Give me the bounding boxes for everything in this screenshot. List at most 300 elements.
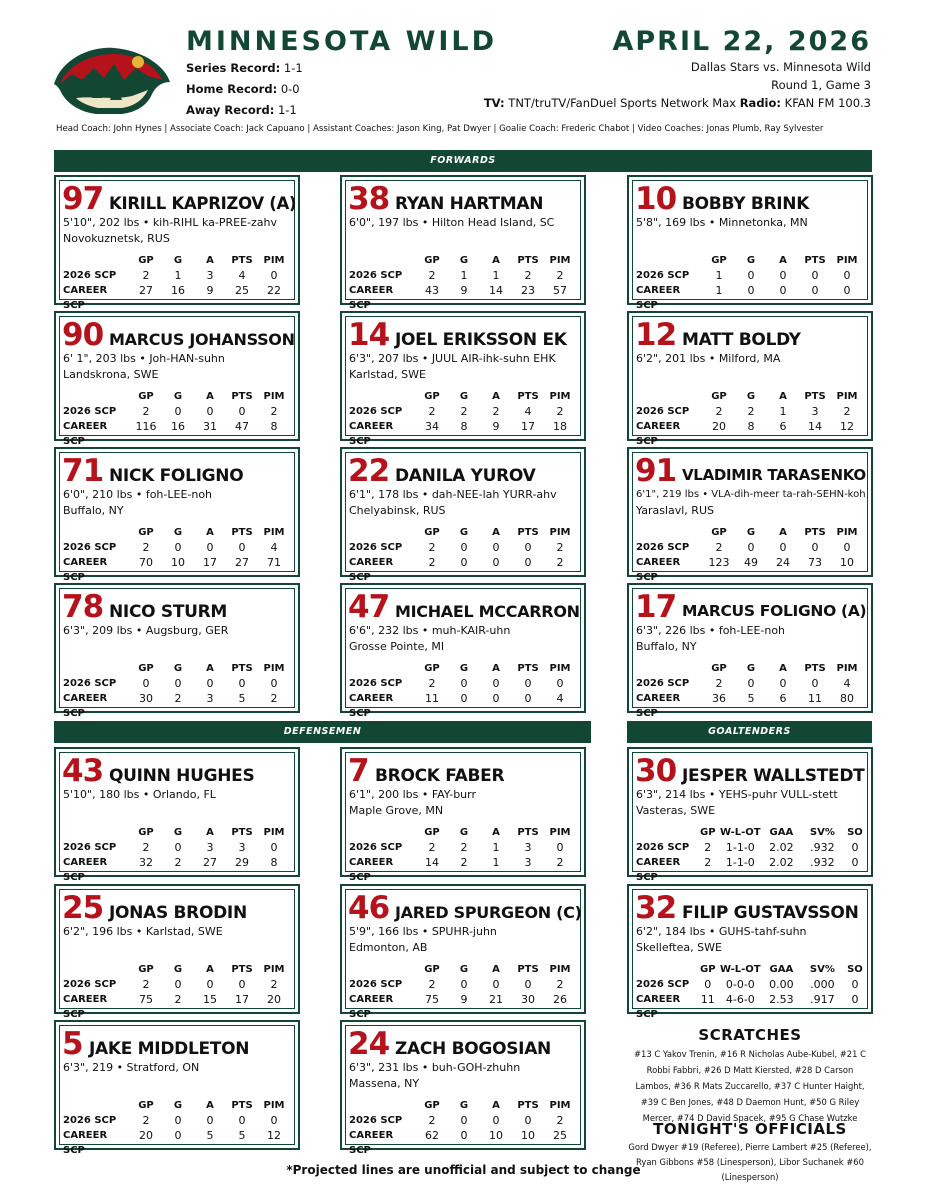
stats-table <box>346 253 580 311</box>
stat-header-g: G <box>173 1100 183 1111</box>
stat-header-a: A <box>492 964 500 975</box>
stat-header-a: A <box>492 663 500 674</box>
stat-value: 3 <box>811 405 819 418</box>
card-inner <box>345 316 581 447</box>
stats-row-career <box>60 1128 294 1156</box>
stats-table <box>346 525 580 583</box>
stats-row-label: CAREER SCP <box>63 421 108 447</box>
stat-value: 11 <box>425 692 439 705</box>
stat-value: 2 <box>270 978 278 991</box>
stats-row-season <box>346 540 580 555</box>
stats-table <box>633 661 867 719</box>
stat-value: 75 <box>139 993 153 1006</box>
player-number: 38 <box>348 181 390 217</box>
stat-value: 2 <box>556 978 564 991</box>
stats-table <box>633 253 867 311</box>
player-info <box>349 924 497 956</box>
stats-row-season <box>60 977 294 992</box>
stat-value: 2 <box>428 841 436 854</box>
game-date: APRIL 22, 2026 <box>612 26 871 57</box>
stat-header-g: G <box>173 964 183 975</box>
stat-value: 57 <box>553 284 567 297</box>
stats-row-label: CAREER SCP <box>63 857 108 883</box>
player-number: 78 <box>62 589 104 625</box>
player-bio: 5'10", 202 lbs • kih-RIHL ka-PREE-zahv <box>63 216 277 229</box>
player-info <box>636 215 808 231</box>
stats-row-season <box>346 404 580 419</box>
stat-value: 20 <box>139 1129 153 1142</box>
stat-header-pts: PTS <box>804 255 826 266</box>
stat-value: 0 <box>704 978 712 991</box>
player-card <box>340 583 586 719</box>
stat-value: 0 <box>779 269 787 282</box>
player-name: DANILA YUROV <box>395 466 536 486</box>
player-name: JOEL ERIKSSON EK <box>395 330 567 350</box>
stats-header-spacer <box>60 389 130 404</box>
stats-row-label: 2026 SCP <box>636 842 690 853</box>
stat-header-gp: GP <box>424 1100 440 1111</box>
stats-row-label: 2026 SCP <box>349 842 403 853</box>
stat-value: 5 <box>206 1129 214 1142</box>
card-inner <box>59 316 295 447</box>
stat-header-pts: PTS <box>517 964 539 975</box>
stat-value: 0 <box>779 284 787 297</box>
stat-value: 0 <box>524 556 532 569</box>
stats-header-row <box>346 1098 580 1113</box>
stats-row-career <box>60 555 294 583</box>
stats-row-career <box>633 855 867 883</box>
player-info <box>349 623 510 655</box>
away-record: Away Record: 1-1 <box>186 103 297 117</box>
player-bio: 5'8", 169 lbs • Minnetonka, MN <box>636 216 808 229</box>
card-inner <box>59 889 295 1020</box>
player-hometown: Karlstad, SWE <box>349 368 426 381</box>
stat-value: 0 <box>238 1114 246 1127</box>
stats-table <box>633 389 867 447</box>
stat-value: 0 <box>174 541 182 554</box>
stats-row-career <box>60 419 294 447</box>
stats-row-season <box>633 840 867 855</box>
stats-header-row <box>633 253 867 268</box>
player-number: 46 <box>348 890 390 926</box>
stat-header-g: G <box>459 964 469 975</box>
stat-value: 34 <box>425 420 439 433</box>
stat-value: 24 <box>776 556 790 569</box>
stat-value: 2 <box>270 692 278 705</box>
stat-value: 31 <box>203 420 217 433</box>
stat-header-g: G <box>459 663 469 674</box>
stat-value: 0 <box>492 541 500 554</box>
stat-value: 0 <box>238 978 246 991</box>
stat-header-a: A <box>779 255 787 266</box>
stat-header-pts: PTS <box>231 964 253 975</box>
stat-value: 2 <box>843 405 851 418</box>
officials-title: TONIGHT'S OFFICIALS <box>653 1120 847 1138</box>
stat-header-pim: PIM <box>549 255 571 266</box>
player-bio: 6'2", 201 lbs • Milford, MA <box>636 352 781 365</box>
stat-value: 4-6-0 <box>725 993 755 1006</box>
player-info <box>636 351 780 367</box>
stat-header-gp: GP <box>711 391 727 402</box>
stat-header-g: G <box>746 255 756 266</box>
stat-header-gaa: GAA <box>769 827 794 838</box>
stat-value: 0 <box>174 978 182 991</box>
stats-row-label: CAREER SCP <box>636 421 681 447</box>
stat-header-pts: PTS <box>231 663 253 674</box>
stats-row-label: CAREER SCP <box>636 693 681 719</box>
stat-value: 6 <box>779 420 787 433</box>
stat-header-gp: GP <box>138 391 154 402</box>
stat-value: 2 <box>460 405 468 418</box>
stat-value: 116 <box>135 420 157 433</box>
player-card <box>54 175 300 311</box>
stat-header-g: G <box>459 391 469 402</box>
stat-value: 62 <box>425 1129 439 1142</box>
stat-value: 3 <box>206 269 214 282</box>
stat-value: 47 <box>235 420 249 433</box>
stat-header-g: G <box>746 663 756 674</box>
player-name: MICHAEL MCCARRON <box>395 602 580 621</box>
stats-header-spacer <box>60 825 130 840</box>
player-bio: 6' 1", 203 lbs • Joh-HAN-suhn <box>63 352 225 365</box>
stats-row-season <box>633 540 867 555</box>
player-bio: 6'3", 214 lbs • YEHS-puhr VULL-stett <box>636 788 838 801</box>
stats-row-season <box>60 404 294 419</box>
stat-header-pim: PIM <box>263 255 285 266</box>
player-hometown: Maple Grove, MN <box>349 804 444 817</box>
stat-header-gp: GP <box>424 255 440 266</box>
card-inner <box>345 588 581 719</box>
stat-value: 123 <box>708 556 730 569</box>
stat-value: 2 <box>428 677 436 690</box>
stat-value: 2 <box>270 405 278 418</box>
player-bio: 6'1", 178 lbs • dah-NEE-lah YURR-ahv <box>349 488 557 501</box>
stat-value: 17 <box>521 420 535 433</box>
stat-value: 2 <box>747 405 755 418</box>
stats-header-row <box>346 525 580 540</box>
player-number: 30 <box>635 753 677 789</box>
stat-header-gp: GP <box>424 964 440 975</box>
stats-row-label: CAREER SCP <box>349 421 394 447</box>
stat-value: 1 <box>460 269 468 282</box>
player-name: JARED SPURGEON (C) <box>395 903 582 922</box>
stats-header-row <box>60 525 294 540</box>
stats-row-label: 2026 SCP <box>349 678 403 689</box>
stat-value: 1-1-0 <box>725 856 755 869</box>
stat-value: 1-1-0 <box>725 841 755 854</box>
stat-header-g: G <box>173 255 183 266</box>
stat-header-g: G <box>173 391 183 402</box>
stat-value: 2 <box>492 405 500 418</box>
stat-value: 3 <box>206 692 214 705</box>
stats-header-spacer <box>346 253 416 268</box>
player-bio: 6'2", 184 lbs • GUHS-tahf-suhn <box>636 925 807 938</box>
stat-header-gp: GP <box>138 527 154 538</box>
stat-value: 12 <box>267 1129 281 1142</box>
stat-value: 2 <box>715 405 723 418</box>
player-number: 43 <box>62 753 104 789</box>
stat-value: 8 <box>460 420 468 433</box>
stat-value: 3 <box>524 856 532 869</box>
stat-value: 0 <box>556 841 564 854</box>
stat-header-so: SO <box>847 827 863 838</box>
player-info <box>63 924 223 940</box>
player-number: 22 <box>348 453 390 489</box>
stat-value: 0 <box>811 677 819 690</box>
player-number: 7 <box>348 753 369 789</box>
stat-value: 2 <box>460 841 468 854</box>
card-inner <box>632 180 868 311</box>
stats-header-row <box>633 525 867 540</box>
card-inner <box>345 180 581 311</box>
stats-row-career <box>633 283 867 311</box>
stat-header-svp: SV% <box>809 964 835 975</box>
stats-header-row <box>346 389 580 404</box>
stat-value: 2 <box>142 1114 150 1127</box>
stat-header-a: A <box>492 827 500 838</box>
card-inner <box>632 588 868 719</box>
stat-value: 0 <box>779 541 787 554</box>
player-bio: 6'3", 231 lbs • buh-GOH-zhuhn <box>349 1061 521 1074</box>
card-inner <box>632 889 868 1020</box>
stats-header-spacer <box>346 1098 416 1113</box>
stat-value: 2 <box>174 993 182 1006</box>
stat-value: .932 <box>810 856 835 869</box>
stats-row-career <box>633 691 867 719</box>
stats-header-row <box>60 825 294 840</box>
stat-value: 27 <box>139 284 153 297</box>
player-number: 32 <box>635 890 677 926</box>
stat-header-pim: PIM <box>263 827 285 838</box>
stats-row-career <box>346 1128 580 1156</box>
player-number: 17 <box>635 589 677 625</box>
stat-header-pts: PTS <box>231 827 253 838</box>
player-name: JESPER WALLSTEDT <box>682 766 865 786</box>
stat-header-g: G <box>459 527 469 538</box>
stats-row-label: 2026 SCP <box>636 542 690 553</box>
stat-value: 0.00 <box>769 978 794 991</box>
stats-row-label: 2026 SCP <box>63 542 117 553</box>
stat-value: 80 <box>840 692 854 705</box>
stats-table <box>60 962 294 1020</box>
stat-value: 0 <box>492 1114 500 1127</box>
stat-value: 10 <box>521 1129 535 1142</box>
stats-row-label: CAREER SCP <box>63 285 108 311</box>
stat-value: 2 <box>556 541 564 554</box>
card-inner <box>632 752 868 883</box>
stat-value: 2 <box>704 856 712 869</box>
stats-header-spacer <box>346 525 416 540</box>
player-bio: 6'2", 196 lbs • Karlstad, SWE <box>63 925 223 938</box>
stats-row-season <box>346 840 580 855</box>
stats-row-label: CAREER SCP <box>63 1130 108 1156</box>
stats-row-label: 2026 SCP <box>636 678 690 689</box>
stat-header-a: A <box>206 964 214 975</box>
player-hometown: Novokuznetsk, RUS <box>63 232 170 245</box>
player-hometown: Chelyabinsk, RUS <box>349 504 446 517</box>
stat-value: 0 <box>174 1114 182 1127</box>
stat-value: 2 <box>556 856 564 869</box>
stat-value: 2 <box>428 541 436 554</box>
stat-value: 17 <box>203 556 217 569</box>
stat-value: 0 <box>492 677 500 690</box>
stat-value: .917 <box>810 993 835 1006</box>
matchup: Dallas Stars vs. Minnesota Wild <box>690 60 871 74</box>
stat-value: 3 <box>524 841 532 854</box>
round: Round 1, Game 3 <box>771 78 871 92</box>
stats-header-spacer <box>633 661 703 676</box>
stat-value: 0 <box>851 856 859 869</box>
stats-row-label: CAREER SCP <box>63 994 108 1020</box>
stat-value: 0 <box>270 1114 278 1127</box>
player-card <box>340 447 586 583</box>
stats-row-season <box>633 404 867 419</box>
team-name: MINNESOTA WILD <box>186 26 498 57</box>
stat-header-a: A <box>779 391 787 402</box>
player-hometown: Buffalo, NY <box>636 640 697 653</box>
stat-header-a: A <box>779 663 787 674</box>
stat-header-a: A <box>206 827 214 838</box>
stat-header-g: G <box>173 827 183 838</box>
stat-value: 0 <box>460 541 468 554</box>
stats-row-label: 2026 SCP <box>636 979 690 990</box>
card-inner <box>345 1025 581 1156</box>
player-card <box>340 1020 586 1156</box>
stat-value: 10 <box>171 556 185 569</box>
stat-value: 12 <box>840 420 854 433</box>
stats-row-career <box>346 419 580 447</box>
stat-value: 0 <box>206 978 214 991</box>
stat-value: 2 <box>556 269 564 282</box>
stat-value: 0 <box>238 405 246 418</box>
broadcast-info: TV: TNT/truTV/FanDuel Sports Network Max Radio: KFAN FM 100.3 <box>483 96 871 110</box>
stat-header-gp: GP <box>138 827 154 838</box>
stat-value: 0 <box>270 841 278 854</box>
stats-row-career <box>60 691 294 719</box>
stats-row-label: CAREER SCP <box>636 994 681 1020</box>
stat-value: 3 <box>206 841 214 854</box>
stat-value: 11 <box>700 993 715 1006</box>
stats-row-season <box>60 1113 294 1128</box>
stat-value: 5 <box>238 1129 246 1142</box>
stat-value: 2.53 <box>769 993 794 1006</box>
player-bio: 6'1", 200 lbs • FAY-burr <box>349 788 476 801</box>
stat-value: 75 <box>425 993 439 1006</box>
stat-header-pts: PTS <box>231 391 253 402</box>
stats-header-spacer <box>60 962 130 977</box>
stats-table <box>346 389 580 447</box>
stat-value: 0 <box>492 556 500 569</box>
stats-header-spacer <box>60 525 130 540</box>
player-bio: 5'9", 166 lbs • SPUHR-juhn <box>349 925 497 938</box>
player-bio: 5'10", 180 lbs • Orlando, FL <box>63 788 216 801</box>
stats-row-career <box>633 555 867 583</box>
player-number: 12 <box>635 317 677 353</box>
stat-header-pim: PIM <box>263 964 285 975</box>
stats-row-career <box>346 855 580 883</box>
stat-header-a: A <box>779 527 787 538</box>
stat-header-a: A <box>492 1100 500 1111</box>
player-name: VLADIMIR TARASENKO <box>682 466 866 484</box>
player-card <box>54 884 300 1020</box>
stats-row-label: 2026 SCP <box>349 1115 403 1126</box>
stat-header-pts: PTS <box>517 527 539 538</box>
stats-header-spacer <box>633 253 703 268</box>
stat-value: 0 <box>270 677 278 690</box>
player-name: RYAN HARTMAN <box>395 194 544 214</box>
stat-value: 4 <box>843 677 851 690</box>
stat-header-g: G <box>746 391 756 402</box>
stat-header-a: A <box>206 1100 214 1111</box>
stats-row-label: 2026 SCP <box>349 542 403 553</box>
goalie-card <box>627 747 873 883</box>
stat-value: 2 <box>174 692 182 705</box>
card-inner <box>59 1025 295 1156</box>
stat-header-so: SO <box>847 964 863 975</box>
scratches-list: #13 C Yakov Trenin, #16 R Nicholas Aube-Kubel, #21 C Robbi Fabbri, #26 D Matt Kiersted, #28 D Carson Lambos, #36 R Mats Zuccarello, #37 C Hunter Haight, #39 C Ben Jones, #48 D Daemon Hunt, #50 G Riley Mercer, #74 D David Spacek, #95 G Chase Wutzke <box>634 1049 866 1123</box>
stat-value: 14 <box>425 856 439 869</box>
stat-value: 2 <box>524 269 532 282</box>
stats-row-label: 2026 SCP <box>63 406 117 417</box>
stat-header-pim: PIM <box>263 1100 285 1111</box>
stats-row-label: 2026 SCP <box>63 1115 117 1126</box>
player-name: MARCUS FOLIGNO (A) <box>682 602 867 620</box>
stats-header-spacer <box>346 962 416 977</box>
stat-header-pts: PTS <box>517 1100 539 1111</box>
stat-value: 2 <box>142 841 150 854</box>
stat-value: 0 <box>843 269 851 282</box>
stat-value: 2 <box>715 677 723 690</box>
stat-header-g: G <box>746 527 756 538</box>
stats-row-label: 2026 SCP <box>63 979 117 990</box>
stats-row-career <box>346 691 580 719</box>
player-name: QUINN HUGHES <box>109 766 255 786</box>
stats-row-label: CAREER SCP <box>63 557 108 583</box>
stat-header-gaa: GAA <box>769 964 794 975</box>
game-info <box>484 58 871 112</box>
stat-value: 2 <box>428 405 436 418</box>
stat-value: 49 <box>744 556 758 569</box>
stat-header-g: G <box>459 1100 469 1111</box>
stats-header-row <box>60 661 294 676</box>
player-bio: 6'6", 232 lbs • muh-KAIR-uhn <box>349 624 511 637</box>
player-info <box>636 787 838 819</box>
stat-header-wlot: W-L-OT <box>720 964 761 975</box>
stat-value: 0 <box>779 677 787 690</box>
player-info <box>63 787 216 803</box>
stat-value: 0 <box>142 677 150 690</box>
player-hometown: Massena, NY <box>349 1077 420 1090</box>
stat-header-gp: GP <box>424 827 440 838</box>
stat-value: 25 <box>235 284 249 297</box>
stat-value: 0 <box>238 677 246 690</box>
stat-header-pim: PIM <box>549 827 571 838</box>
stat-value: 0 <box>460 556 468 569</box>
stat-header-pim: PIM <box>836 391 858 402</box>
stat-value: 1 <box>779 405 787 418</box>
stat-value: 0-0-0 <box>725 978 755 991</box>
stats-header-row <box>60 253 294 268</box>
stat-value: 9 <box>206 284 214 297</box>
player-card <box>627 311 873 447</box>
stat-value: 0 <box>206 677 214 690</box>
stat-header-pim: PIM <box>263 391 285 402</box>
stat-value: 27 <box>235 556 249 569</box>
stat-value: 21 <box>489 993 503 1006</box>
stat-value: 0 <box>524 541 532 554</box>
player-number: 90 <box>62 317 104 353</box>
stat-value: 23 <box>521 284 535 297</box>
